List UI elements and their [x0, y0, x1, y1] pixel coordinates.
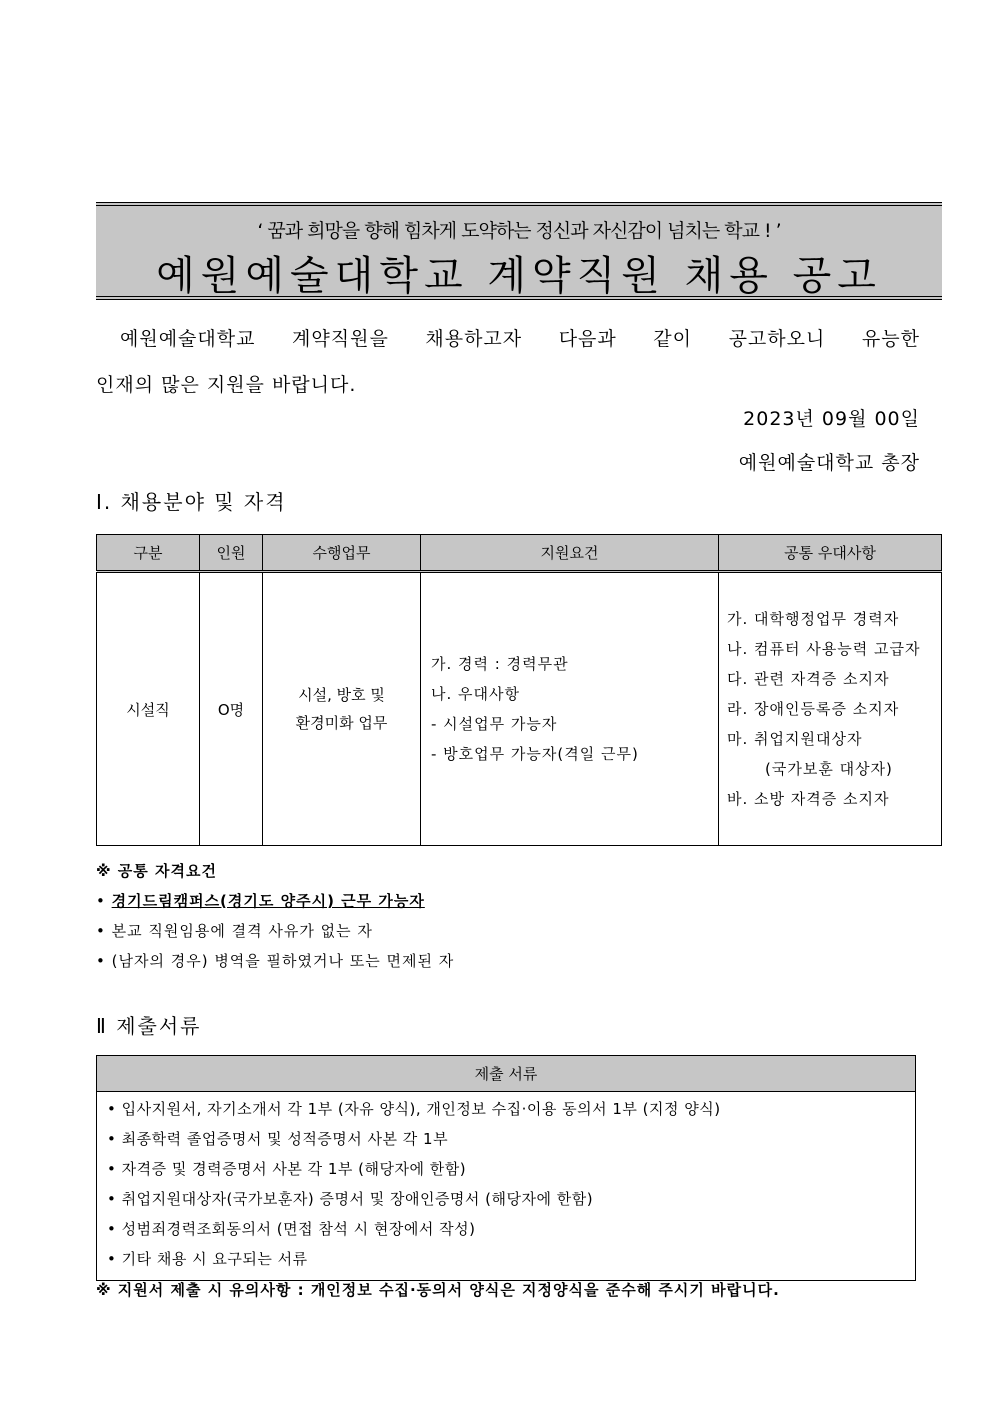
common-requirements [96, 856, 454, 976]
intro-word: 예원예술대학교 [120, 328, 256, 350]
preference-item: 마. 취업지원대상자 [727, 730, 863, 748]
issuer: 예원예술대학교 총장 [738, 452, 920, 474]
table-row [97, 572, 942, 846]
header-banner [96, 202, 942, 300]
intro-word: 유능한 [861, 328, 920, 350]
requirement-item: 나. 우대사항 [431, 685, 520, 703]
slogan: ‘ 꿈과 희망을 향해 힘차게 도약하는 정신과 자신감이 넘치는 학교 ! ’ [257, 220, 781, 242]
list-item: • 본교 직원임용에 결격 사유가 없는 자 [96, 916, 454, 946]
preference-item: (국가보훈 대상자) [765, 760, 893, 778]
page-title: 예원예술대학교 계약직원 채용 공고 [156, 253, 882, 299]
col-header-duty: 수행업무 [263, 535, 421, 572]
intro-line-1 [96, 316, 920, 362]
cell-preferences [719, 572, 942, 846]
recruitment-table [96, 534, 942, 846]
preference-item: 나. 컴퓨터 사용능력 고급자 [727, 640, 921, 658]
preference-item: 바. 소방 자격증 소지자 [727, 790, 890, 808]
list-item: • (남자의 경우) 병역을 필하였거나 또는 면제된 자 [96, 946, 454, 976]
cell-category: 시설직 [97, 572, 200, 846]
preference-item: 라. 장애인등록증 소지자 [727, 700, 900, 718]
intro-paragraph [96, 316, 920, 408]
list-item [96, 886, 454, 916]
submission-note: ※ 지원서 제출 시 유의사항 : 개인정보 수집·동의서 양식은 지정양식을 준수해 주시기 바랍니다. [96, 1281, 780, 1299]
intro-line-2: 인재의 많은 지원을 바랍니다. [96, 374, 357, 396]
section-1-title: Ⅰ. 채용분야 및 자격 [96, 490, 287, 514]
table-header-row [97, 1056, 916, 1092]
intro-word: 다음과 [558, 328, 617, 350]
documents-list [97, 1092, 916, 1281]
list-item: • 취업지원대상자(국가보훈자) 증명서 및 장애인증명서 (해당자에 한함) [107, 1184, 905, 1214]
list-item: • 기타 채용 시 요구되는 서류 [107, 1244, 905, 1274]
requirement-item: 가. 경력 : 경력무관 [431, 655, 569, 673]
requirement-item: - 시설업무 가능자 [431, 715, 558, 733]
table-header-row [97, 535, 942, 572]
documents-header: 제출 서류 [97, 1056, 916, 1092]
duty-line: 환경미화 업무 [295, 714, 388, 732]
cell-count: O명 [200, 572, 263, 846]
table-row [97, 1092, 916, 1281]
col-header-category: 구분 [97, 535, 200, 572]
cell-requirements [421, 572, 719, 846]
list-item: • 최종학력 졸업증명서 및 성적증명서 사본 각 1부 [107, 1124, 905, 1154]
preference-item: 다. 관련 자격증 소지자 [727, 670, 890, 688]
requirement-item: - 방호업무 가능자(격일 근무) [431, 745, 639, 763]
list-item: • 성범죄경력조회동의서 (면접 참석 시 현장에서 작성) [107, 1214, 905, 1244]
col-header-count: 인원 [200, 535, 263, 572]
intro-word: 채용하고자 [425, 328, 523, 350]
common-requirement-text: 경기드림캠퍼스(경기도 양주시) 근무 가능자 [111, 892, 425, 910]
documents-table [96, 1055, 916, 1281]
common-requirements-title: ※ 공통 자격요건 [96, 862, 217, 880]
announcement-date: 2023년 09월 00일 [743, 408, 920, 430]
cell-duty [263, 572, 421, 846]
section-2-title: Ⅱ 제출서류 [96, 1014, 202, 1038]
preference-item: 가. 대학행정업무 경력자 [727, 610, 900, 628]
intro-word: 공고하오니 [728, 328, 826, 350]
duty-line: 시설, 방호 및 [298, 686, 385, 704]
intro-word: 같이 [653, 328, 693, 350]
intro-word: 계약직원을 [292, 328, 389, 350]
col-header-preferences: 공통 우대사항 [719, 535, 942, 572]
list-item: • 입사지원서, 자기소개서 각 1부 (자유 양식), 개인정보 수집·이용 동의서 1부 (지정 양식) [107, 1094, 905, 1124]
col-header-requirements: 지원요건 [421, 535, 719, 572]
list-item: • 자격증 및 경력증명서 사본 각 1부 (해당자에 한함) [107, 1154, 905, 1184]
